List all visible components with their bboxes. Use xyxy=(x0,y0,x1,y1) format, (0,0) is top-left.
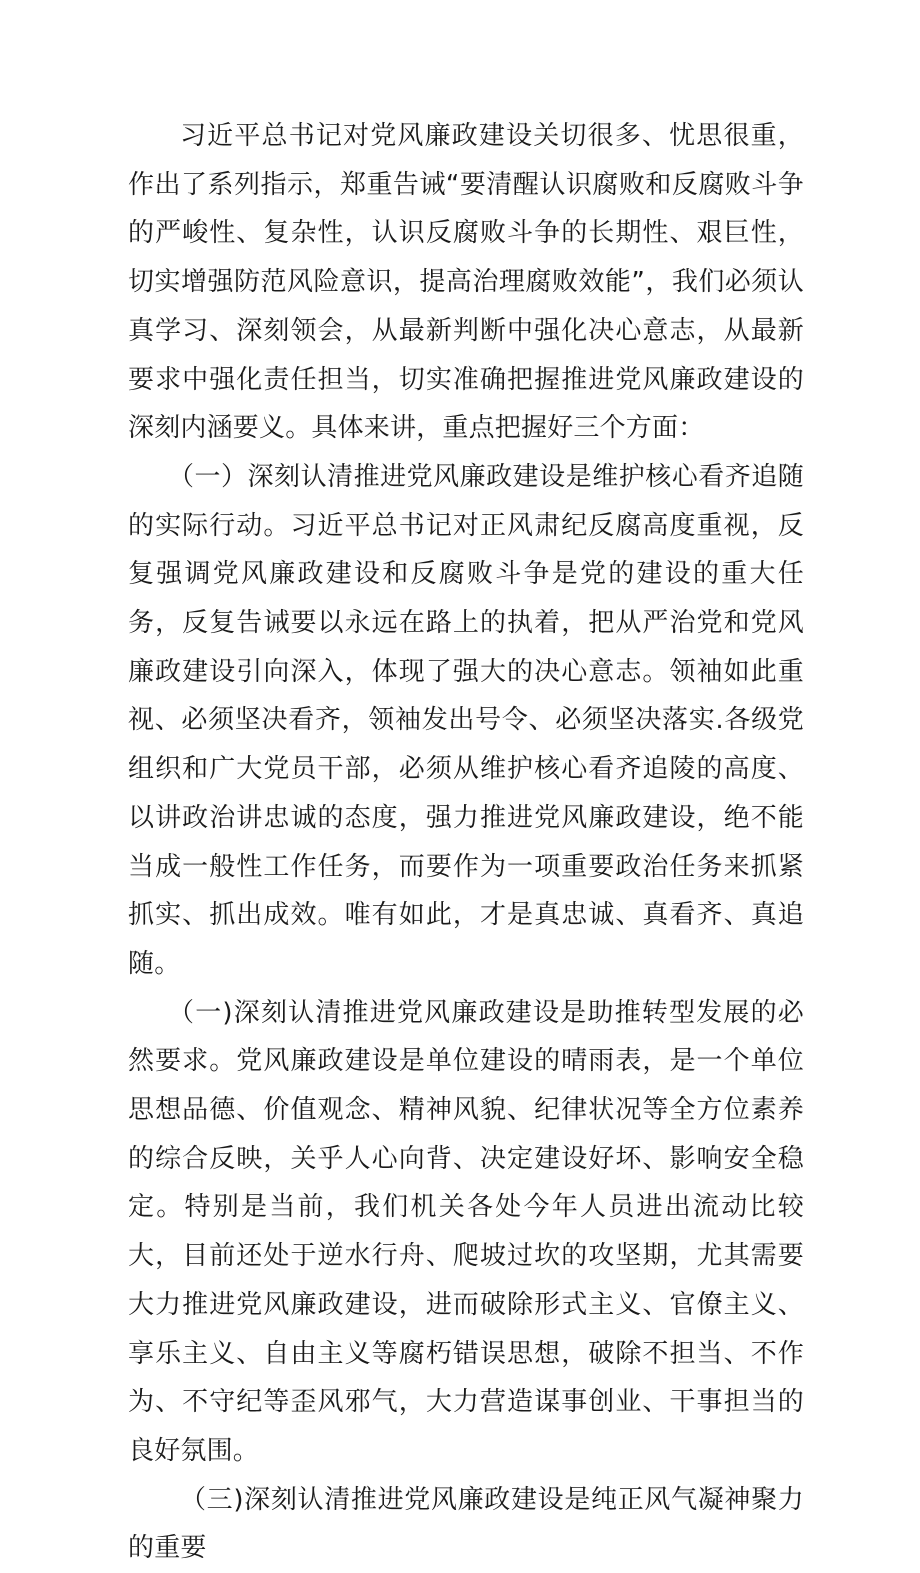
paragraph-section-2: （一)深刻认清推进党风廉政建设是助推转型发展的必然要求。党风廉政建设是单位建设的晴雨表，是一个单位思想品德、价值观念、精神风貌、纪律状况等全方位素养的综合反映，关乎人心向背、决定建设好坏、影响安全稳定。特别是当前，我们机关各处今年人员进出流动比较大，目前还处于逆水行舟、爬坡过坎的攻坚期，尤其需要大力推进党风廉政建设，进而破除形式主义、官僚主义、享乐主义、自由主义等腐朽错误思想，破除不担当、不作为、不守纪等歪风邪气，大力营造谋事创业、干事担当的良好氛围。 xyxy=(128,997,804,1466)
paragraph-section-3: （三)深刻认清推进党风廉政建设是纯正风气凝神聚力的重要 xyxy=(128,1484,804,1564)
document-body xyxy=(128,112,804,1573)
paragraph-section-1: （一）深刻认清推进党风廉政建设是维护核心看齐追随的实际行动。习近平总书记对正风肃纪反腐高度重视，反复强调党风廉政建设和反腐败斗争是党的建设的重大任务，反复告诫要以永远在路上的执着，把从严治党和党风廉政建设引向深入，体现了强大的决心意志。领袖如此重视、必须坚决看齐，领袖发出号令、必须坚决落实.各级党组织和广大党员干部，必须从维护核心看齐追陵的高度、以讲政治讲忠诚的态度，强力推进党风廉政建设，绝不能当成一般性工作任务，而要作为一项重要政治任务来抓紧抓实、抓出成效。唯有如此，才是真忠诚、真看齐、真追随。 xyxy=(128,461,804,979)
paragraph-intro: 习近平总书记对党风廉政建设关切很多、忧思很重，作出了系列指示，郑重告诫“要清醒认识腐败和反腐败斗争的严峻性、复杂性，认识反腐败斗争的长期性、艰巨性，切实增强防范风险意识，提高治理腐败效能”，我们必须认真学习、深刻领会，从最新判断中强化决心意志，从最新要求中强化责任担当，切实准确把握推进党风廉政建设的深刻内涵要义。具体来讲，重点把握好三个方面： xyxy=(128,121,804,444)
